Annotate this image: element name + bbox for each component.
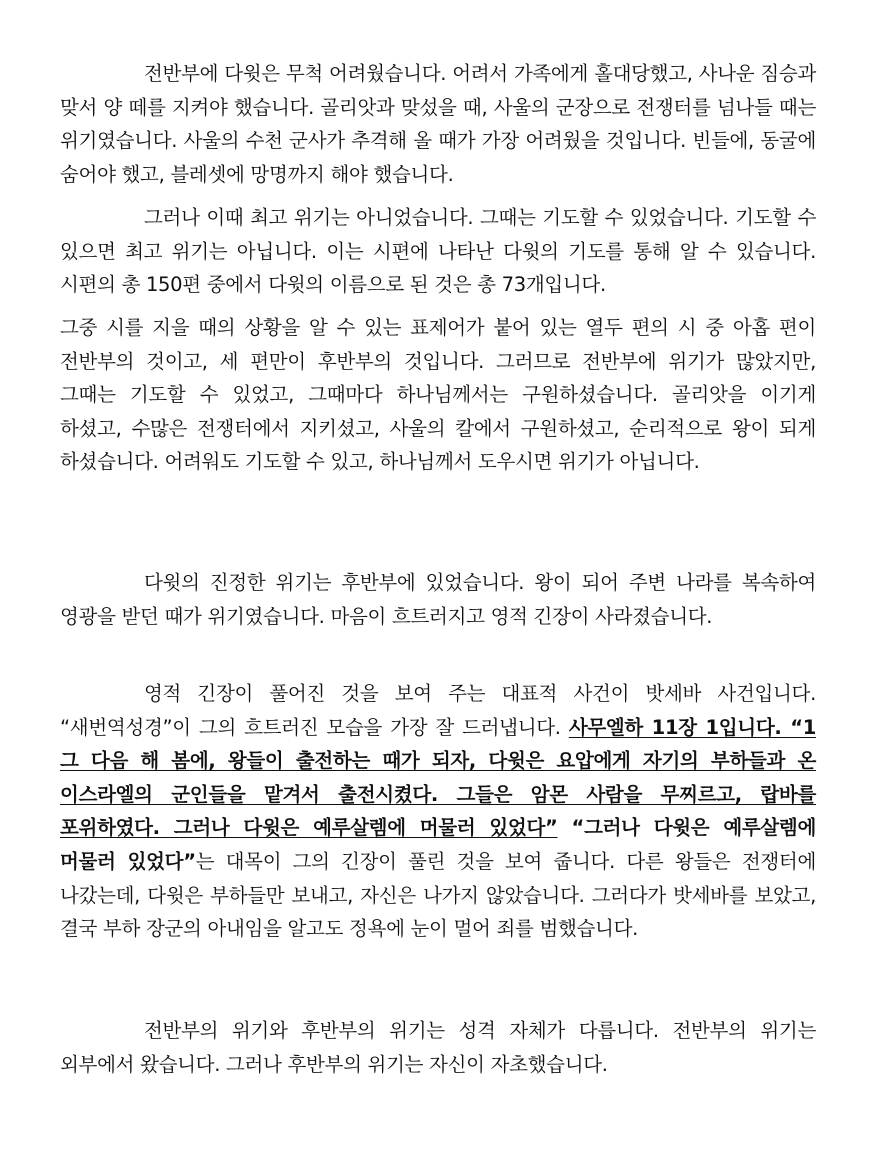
- paragraph-5-intro: 영적 긴장이 풀어진 것을 보여 주는 대표적 사건이 밧세바 사건입니다. “새번역성경”이 그의 흐트러진 모습을 가장 잘 드러냅니다.: [60, 682, 816, 739]
- paragraph-4: 다윗의 진정한 위기는 후반부에 있었습니다. 왕이 되어 주변 나라를 복속하여 영광을 받던 때가 위기였습니다. 마음이 흐트러지고 영적 긴장이 사라졌습니다.: [60, 571, 816, 628]
- paragraph-1: 전반부에 다윗은 무척 어려웠습니다. 어려서 가족에게 홀대당했고, 사나운 짐승과 맞서 양 떼를 지켜야 했습니다. 골리앗과 맞섰을 때, 사울의 군장으로 전쟁터를 넘나들 때는 위기였습니다. 사울의 수천 군사가 추격해 올 때가 가장 어려웠을 것입니다. 빈들에, 동굴에 숨어야 했고, 블레셋에 망명까지 해야 했습니다.: [60, 62, 816, 186]
- paragraph-6: 전반부의 위기와 후반부의 위기는 성격 자체가 다릅니다. 전반부의 위기는 외부에서 왔습니다. 그러나 후반부의 위기는 자신이 자초했습니다.: [60, 1019, 816, 1076]
- scripture-quote-bold: “그러나 다윗은 예루살렘에 머물러 있었다”: [60, 816, 817, 873]
- paragraph-2: 그러나 이때 최고 위기는 아니었습니다. 그때는 기도할 수 있었습니다. 기도할 수 있으면 최고 위기는 아닙니다. 이는 시편에 나타난 다윗의 기도를 통해 알 수 있습니다. 시편의 총 150편 중에서 다윗의 이름으로 된 것은 총 73개입니다.: [60, 206, 816, 297]
- paragraph-5-rest: 는 대목이 그의 긴장이 풀린 것을 보여 줍니다. 다른 왕들은 전쟁터에 나갔는데, 다윗은 부하들만 보내고, 자신은 나가지 않았습니다. 그러다가 밧세바를 보았고, 결국 부하 장군의 아내임을 알고도 정욕에 눈이 멀어 죄를 범했습니다.: [60, 849, 816, 941]
- scripture-quote-underlined: 사무엘하 11장 1입니다. “1 그 다음 해 봄에, 왕들이 출전하는 때가 되자, 다윗은 요압에게 자기의 부하들과 온 이스라엘의 군인들을 맡겨서 출전시켰다. 그들은 암몬 사람을 무찌르고, 랍바를 포위하였다. 그러나 다윗은 예루살렘에 머물러 있었다”: [60, 715, 816, 840]
- paragraph-5: [60, 677, 816, 946]
- paragraph-3: 그중 시를 지을 때의 상황을 알 수 있는 표제어가 붙어 있는 열두 편의 시 중 아홉 편이 전반부의 것이고, 세 편만이 후반부의 것입니다. 그러므로 전반부에 위기가 많았지만, 그때는 기도할 수 있었고, 그때마다 하나님께서는 구원하셨습니다. 골리앗을 이기게 하셨고, 수많은 전쟁터에서 지키셨고, 사울의 칼에서 구원하셨고, 순리적으로 왕이 되게 하셨습니다. 어려워도 기도할 수 있고, 하나님께서 도우시면 위기가 아닙니다.: [60, 316, 816, 474]
